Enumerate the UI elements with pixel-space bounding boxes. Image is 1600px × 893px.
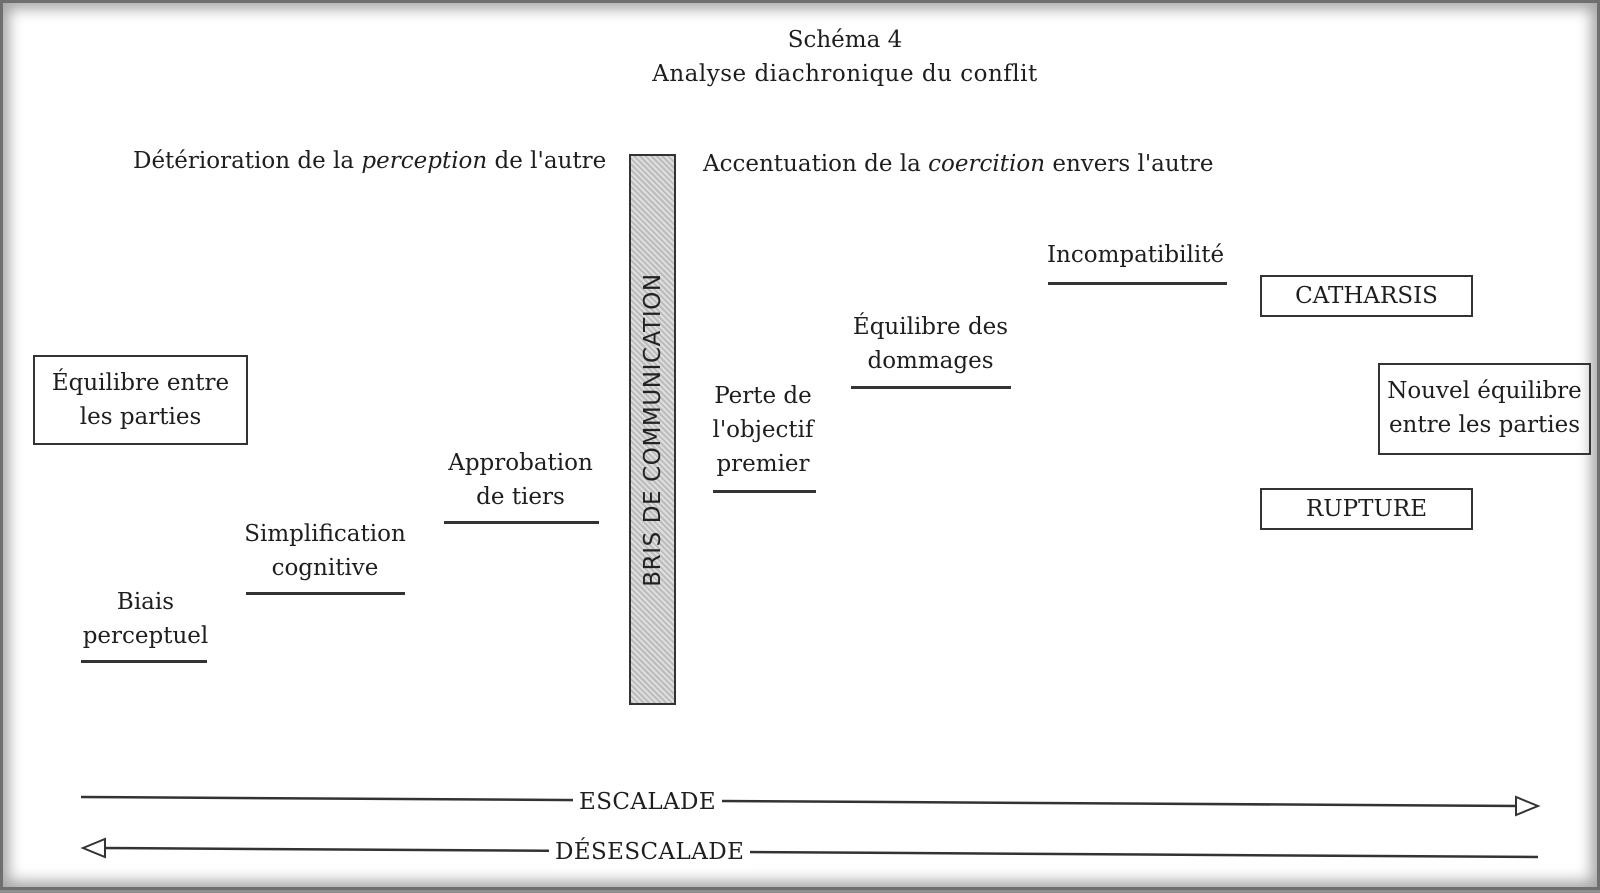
stage-biais-perceptuel: Biais perceptuel: [82, 589, 209, 649]
stage-simplification-cognitive: Simplification cognitive: [244, 521, 406, 581]
box-catharsis: CATHARSIS: [1260, 275, 1473, 317]
stage-incompatibilite: Incompatibilité: [1046, 242, 1225, 268]
box-rupture: RUPTURE: [1260, 488, 1473, 530]
left-header: Détérioration de la perception de l'autre: [133, 148, 607, 174]
desescalade-label: DÉSESCALADE: [549, 837, 750, 867]
desescalade-line: [103, 848, 1538, 857]
desescalade-arrowhead: [83, 839, 105, 857]
box-nouvel-equilibre: Nouvel équilibre entre les parties: [1378, 363, 1591, 455]
arrow-lines: [3, 3, 1600, 893]
stage-equilibre-dommages: Équilibre des dommages: [852, 314, 1009, 374]
right-header: Accentuation de la coercition envers l'autre: [703, 151, 1214, 177]
escalade-arrowhead: [1516, 797, 1538, 815]
escalade-label: ESCALADE: [573, 787, 722, 817]
escalade-line: [81, 797, 1521, 806]
stage-approbation-tiers: Approbation de tiers: [448, 450, 593, 510]
figure-title: Analyse diachronique du conflit: [652, 61, 1038, 87]
barrier-label: BRIS DE COMMUNICATION: [639, 272, 666, 587]
stage-perte-objectif: Perte de l'objectif premier: [712, 383, 814, 477]
box-equilibre-entre-parties: Équilibre entre les parties: [33, 355, 248, 445]
figure-number: Schéma 4: [787, 27, 903, 53]
